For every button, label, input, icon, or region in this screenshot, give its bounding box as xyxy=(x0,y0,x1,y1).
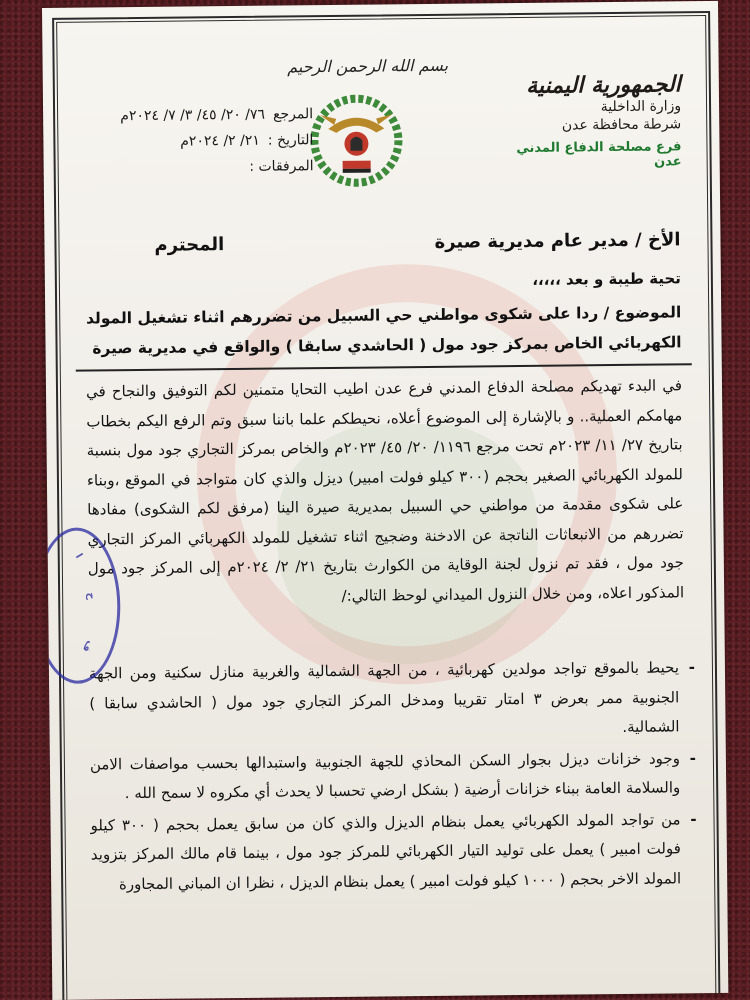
list-item-text: وجود خزانات ديزل بجوار السكن المحاذي للجهة الجنوبية واستبدالها بحسب مواصفات الامن والسلامة العامة ببناء خزانات أرضية ( بشكل ارضي تحسبا لا يحدث أي مكروه لا سمح الله . xyxy=(89,748,681,803)
subject-line-2: الكهربائي الخاص بمركز جود مول ( الحاشدي سابقا ) والواقع في مديرية صيرة xyxy=(92,333,682,358)
observations-list xyxy=(89,653,698,901)
ministry-line: وزارة الداخلية xyxy=(600,98,682,116)
body-paragraph: في البدء تهديكم مصلحة الدفاع المدني فرع عدن اطيب التحايا متمنين لكم التوفيق والنجاح في مهامكم العملية.. و بالإشارة إلى الموضوع أعلاه، نحيطكم علما باننا سبق وتم الرفع اليكم بخطاب بتاريخ ٢٧/ ١١/ ٢٠٢٣م تحت مرجع ١١٩٦/ ٢٠/ ٤٥/ ٢٠٢٣م والخاص بمركز التجاري جود مول بنسبة للمولد الكهربائي الصغير بحجم (٣٠٠ كيلو فولت امبير) ديزل والذي كان متواجد في الموقع ،وبناء على شكوى مقدمة من مواطني حي السبيل بمديرية صيرة الينا (مرفق لكم الشكوى) مفادها تضررهم من الانبعاثات الناتجة عن الادخنة وضجيج اثناء تشغيل للمولد الكهربائي المركز التجاري جود مول ، فقد تم نزول لجنة الوقاية من الكوارث بتاريخ ٢١/ ٢/ ٢٠٢٤م إلى المركز جود مول المذكور اعلاه، ومن خلال النزول الميداني لوحظ التالي:/ xyxy=(85,376,685,605)
bullet-dash-icon: - xyxy=(688,658,696,677)
police-line: شرطة محافظة عدن xyxy=(561,116,682,134)
letter-body xyxy=(86,371,684,613)
attachments-label: المرفقات : xyxy=(249,158,314,175)
bullet-dash-icon: - xyxy=(690,809,697,828)
civil-defense-emblem-icon xyxy=(306,88,407,189)
recipient-name: الأخ / مدير عام مديرية صيرة xyxy=(434,229,681,253)
greeting: تحية طيبة و بعد ،،،،، xyxy=(532,269,681,289)
document-page xyxy=(42,1,728,1000)
date-value: ٢١/ ٢/ ٢٠٢٤م xyxy=(180,132,260,150)
subject-line-1: الموضوع / ردا على شكوى مواطني حي السبيل من تضررهم اثناء تشغيل المولد xyxy=(85,303,682,328)
republic-title: الجمهورية اليمنية xyxy=(526,71,681,99)
basmala: بسم الله الرحمن الرحيم xyxy=(287,55,449,77)
list-item-text: من تواجد المولد الكهربائي يعمل بنظام الديزل والذي كان من سابق يعمل بحجم ( ٣٠٠ كيلو فولت امبير ) يعمل على توليد التيار الكهربائي للمركز جود مول ، بينما قام مالك المركز بتزويد المولد الاخر بحجم ( ١٠٠٠ كيلو فولت امبير ) يعمل بنظام الديزل ، نظرا ان المباني المجاورة xyxy=(90,809,682,893)
ref-label: المرجع xyxy=(272,106,314,123)
list-item xyxy=(89,653,696,748)
date-label: التاريخ : xyxy=(267,132,314,149)
letterhead xyxy=(501,71,682,171)
branch-line: فرع مصلحة الدفاع المدني عدن xyxy=(516,139,682,170)
list-item xyxy=(90,805,697,900)
reference-block xyxy=(83,101,314,181)
list-item xyxy=(90,744,697,809)
bullet-dash-icon: - xyxy=(689,748,696,767)
ref-value: ٧٦/ ٢٠/ ٤٥/ ٣/ ٧/ ٢٠٢٤م xyxy=(120,106,266,125)
subject-block xyxy=(85,297,682,363)
list-item-text: يحيط بالموقع تواجد مولدين كهربائية ، من الجهة الشمالية والغربية منازل سكنية ومن الجهة الجنوبية ممر بعرض ٣ امتار تقريبا ومدخل المركز التجاري جود مول ( الحاشدي سابقا ) الشمالية. xyxy=(88,658,680,736)
recipient-honorific: المحترم xyxy=(154,234,225,256)
official-stamp-icon: ا ح ف xyxy=(42,527,121,684)
